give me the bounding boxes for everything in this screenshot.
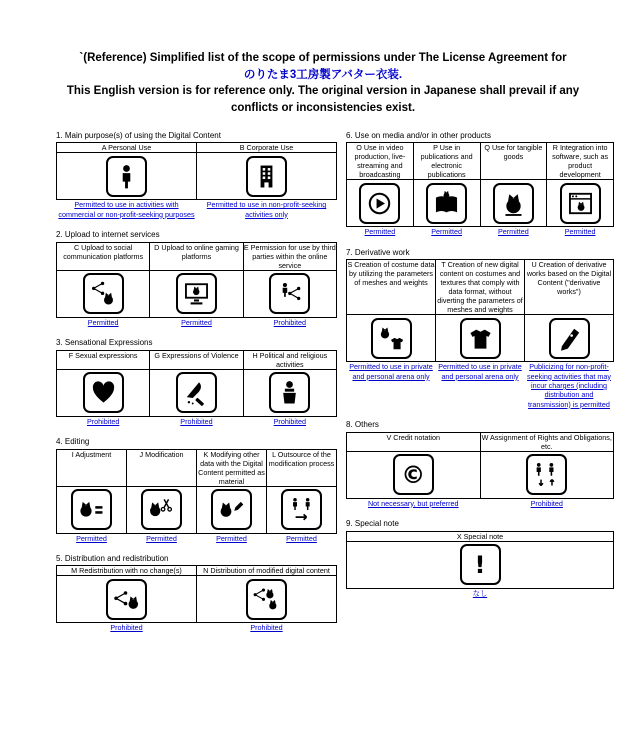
tangible-goods-cat-icon: [493, 183, 534, 224]
permission-status: Permitted to use in private and personal arena only: [438, 362, 522, 381]
permission-status: Prohibited: [273, 416, 307, 426]
section-heading: 1. Main purpose(s) of using the Digital Content: [56, 130, 221, 140]
permission-status: Prohibited: [180, 416, 213, 426]
permission-table: [56, 565, 337, 632]
video-play-cat-icon: [359, 183, 400, 224]
permission-status: Permitted: [216, 533, 247, 543]
gaming-monitor-cat-icon: [176, 273, 217, 314]
permission-cell-header: Q Use for tangible goods: [480, 143, 547, 180]
permission-status: なし: [472, 588, 488, 598]
status-row: [57, 623, 337, 633]
outsource-people-icon: [281, 489, 322, 530]
rights-assignment-people-icon: [526, 454, 567, 495]
header-row: [347, 260, 614, 315]
podium-speech-icon: [269, 372, 310, 413]
section-heading: 5. Distribution and redistribution: [56, 553, 169, 563]
section-4: [56, 437, 337, 543]
permission-cell-icon: [347, 180, 414, 227]
permission-cell-header: K Modifying other data with the Digital Content permitted as material: [198, 449, 265, 486]
permission-cell-icon: [197, 153, 337, 200]
permission-cell-icon: [57, 270, 150, 317]
permission-cell-icon: [267, 486, 337, 533]
permission-cell-header: D Upload to online gaming platforms: [150, 242, 243, 270]
status-row: [347, 588, 614, 598]
permission-cell-icon: [197, 576, 337, 623]
header-row: [347, 531, 614, 541]
permission-status: Not necessary, but preferred: [367, 498, 459, 508]
permission-cell-header: L Outsource of the modification process: [267, 449, 337, 486]
permission-status: Permitted: [364, 227, 396, 237]
icon-row: [347, 315, 614, 362]
permission-table: [346, 432, 614, 508]
permission-cell-icon: [197, 486, 267, 533]
permission-cell-header: H Political and religious activities: [243, 350, 336, 369]
permission-cell-header: R Integration into software, such as product development: [547, 143, 614, 180]
icon-row: [57, 153, 337, 200]
permission-cell-header: B Corporate Use: [197, 143, 337, 153]
section-heading: 6. Use on media and/or in other products: [346, 130, 491, 140]
document-title-line1: `(Reference) Simplified list of the scope of permissions under The License Agreement for: [79, 52, 567, 64]
heart-icon: [83, 372, 124, 413]
status-row: [347, 227, 614, 237]
social-upload-cat-icon: [83, 273, 124, 314]
section-8: [346, 420, 614, 508]
status-row: [57, 533, 337, 543]
header-row: [57, 242, 337, 270]
header-row: [57, 449, 337, 486]
document-title-disclaimer: This English version is for reference only. The original version in Japanese shall prevail if any conflicts or inconsistencies exist.: [66, 85, 580, 115]
permission-cell-icon: [480, 180, 547, 227]
software-window-cat-icon: [560, 183, 601, 224]
section-heading: 3. Sensational Expressions: [56, 337, 153, 347]
permission-status: Permitted: [431, 227, 462, 237]
icon-row: [57, 576, 337, 623]
permission-cell-header: X Special note: [347, 531, 614, 541]
icon-row: [347, 451, 614, 498]
header-row: [57, 350, 337, 369]
permission-cell-header: E Permission for use by third parties within the online service: [243, 242, 336, 270]
permission-cell-icon: [150, 369, 243, 416]
permission-cell-header: I Adjustment: [57, 449, 127, 486]
permission-cell-header: W Assignment of Rights and Obligations, etc.: [481, 432, 612, 451]
permission-cell-header: O Use in video production, live-streaming and broadcasting: [347, 143, 414, 180]
header-row: [347, 432, 614, 451]
permission-cell-icon: [150, 270, 243, 317]
permission-status: Permitted to use in activities with commercial or non-profit-seeking purposes: [58, 200, 195, 219]
permission-table: [56, 242, 337, 327]
permission-table: [346, 142, 614, 236]
derivative-pen-icon: [549, 318, 590, 359]
permission-cell-header: A Personal Use: [57, 143, 197, 153]
permission-cell-header: M Redistribution with no change(s): [57, 566, 197, 576]
section-heading: 8. Others: [346, 420, 379, 430]
building-icon: [246, 156, 287, 197]
status-row: [57, 317, 337, 327]
status-row: [57, 416, 337, 426]
copyright-icon: ©: [393, 454, 434, 495]
permission-cell-icon: [347, 315, 436, 362]
distribution-modified-cats-icon: [246, 579, 287, 620]
permission-status: Prohibited: [250, 623, 283, 633]
permission-cell-header: U Creation of derivative works based on the Digital Content ("derivative works"): [525, 260, 614, 315]
permission-cell-header: V Credit notation: [347, 432, 481, 451]
section-2: [56, 230, 337, 327]
section-heading: 2. Upload to internet services: [56, 230, 160, 239]
permission-cell-header: C Upload to social communication platforms: [57, 242, 150, 270]
section-1: [56, 131, 337, 219]
section-5: [56, 554, 337, 633]
permission-status: Permitted: [497, 227, 529, 237]
material-cat-pencil-icon: [211, 489, 252, 530]
permission-cell-header: S Creation of costume data by utilizing the parameters of meshes and weights: [347, 260, 436, 315]
permission-cell-header: J Modification: [127, 449, 197, 486]
permission-status: Permitted: [87, 317, 119, 327]
permission-cell-icon: [547, 180, 614, 227]
permission-cell-icon: [413, 180, 480, 227]
permission-status: Publicizing for non-profit-seeking activities that may incur charges (including distribution and transmission) is permitted: [527, 362, 611, 409]
permission-cell-icon: [525, 315, 614, 362]
document-title-japanese: のりたま3工房製アバター衣装.: [243, 68, 403, 81]
permission-status: Permitted to use in non-profit-seeking activities only: [206, 200, 327, 219]
permission-cell-icon: [243, 270, 336, 317]
permission-table: [346, 531, 614, 598]
permission-cell-header: F Sexual expressions: [57, 350, 150, 369]
costume-cat-shirt-icon: [371, 318, 412, 359]
adjustment-cat-equalizer-icon: [71, 489, 112, 530]
section-3: [56, 338, 337, 426]
status-row: [57, 200, 337, 219]
status-row: [347, 498, 614, 508]
icon-row: [347, 541, 614, 588]
permission-status: Permitted: [564, 227, 596, 237]
title-block: [44, 50, 602, 117]
permission-status: Permitted: [76, 533, 107, 543]
section-heading: 4. Editing: [56, 436, 90, 446]
left-column: [56, 131, 337, 644]
right-column: [346, 131, 614, 609]
permission-table: [346, 259, 614, 409]
section-6: [346, 131, 614, 237]
permission-cell-icon: [347, 451, 481, 498]
permission-status: Permitted to use in private and personal arena only: [349, 362, 433, 381]
section-heading: 7. Derivative work: [346, 247, 410, 257]
permission-cell-icon: [243, 369, 336, 416]
icon-row: [57, 486, 337, 533]
permission-cell-icon: [127, 486, 197, 533]
third-party-share-icon: [269, 273, 310, 314]
permission-status: Prohibited: [530, 498, 563, 508]
exclamation-icon: !: [460, 544, 501, 585]
permission-cell-icon: [436, 315, 525, 362]
modification-cat-scissors-icon: [141, 489, 182, 530]
person-icon: [106, 156, 147, 197]
section-heading: 9. Special note: [346, 518, 399, 528]
permission-cell-icon: [57, 369, 150, 416]
permission-status: Prohibited: [86, 416, 120, 426]
permission-cell-icon: [57, 486, 127, 533]
clothes-shirt-icon: [460, 318, 501, 359]
permission-cell-icon: [347, 541, 614, 588]
icon-row: [57, 270, 337, 317]
permission-status: Permitted: [146, 533, 177, 543]
header-row: [57, 566, 337, 576]
permission-cell-icon: [480, 451, 614, 498]
knife-blood-icon: [176, 372, 217, 413]
permission-cell-header: P Use in publications and electronic publications: [413, 143, 480, 180]
section-9: [346, 519, 614, 598]
header-row: [347, 143, 614, 180]
section-7: [346, 248, 614, 409]
permission-table: [56, 142, 337, 219]
permission-cell-header: G Expressions of Violence: [150, 350, 243, 369]
header-row: [57, 143, 337, 153]
permission-cell-icon: [57, 153, 197, 200]
icon-row: [57, 369, 337, 416]
publication-book-cat-icon: [426, 183, 467, 224]
permission-cell-header: T Creation of new digital content on costumes and textures that comply with data format, without diverting the parameters of meshes and weights: [437, 260, 523, 315]
permission-cell-header: N Distribution of modified digital content: [197, 566, 337, 576]
redistribution-share-cat-icon: [106, 579, 147, 620]
permission-status: Prohibited: [273, 317, 307, 327]
permission-status: Permitted: [181, 317, 212, 327]
permission-status: Permitted: [286, 533, 317, 543]
permission-table: [56, 449, 337, 543]
status-row: [347, 362, 614, 409]
permission-table: [56, 350, 337, 426]
icon-row: [347, 180, 614, 227]
content-columns: [56, 131, 614, 644]
permission-status: Prohibited: [110, 623, 143, 633]
permission-cell-icon: [57, 576, 197, 623]
